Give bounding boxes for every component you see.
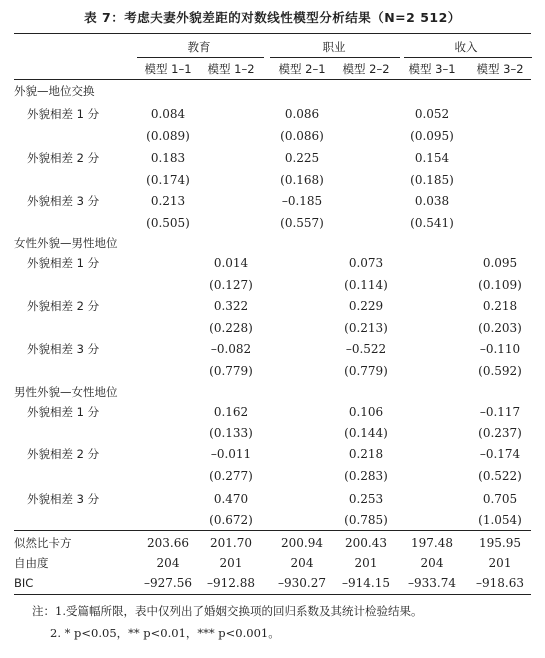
coef-value: –0.011: [210, 447, 252, 461]
se-value: (0.283): [344, 469, 388, 483]
coef-value: 0.218: [348, 447, 384, 461]
stat-label: 自由度: [14, 556, 49, 570]
coef-value: 0.052: [414, 107, 450, 121]
stat-value: 200.43: [345, 536, 387, 550]
section-label: 女性外貌—男性地位: [14, 236, 118, 250]
stat-value: –918.63: [476, 576, 524, 590]
se-value: (0.522): [478, 469, 522, 483]
coef-value: 0.162: [213, 405, 249, 419]
stat-value: 201: [488, 556, 512, 570]
model-header: 模型 1–2: [207, 62, 255, 76]
stat-value: –930.27: [278, 576, 326, 590]
se-value: (0.779): [209, 364, 253, 378]
coef-value: 0.705: [482, 492, 518, 506]
se-value: (0.672): [209, 513, 253, 527]
se-value: (0.237): [478, 426, 522, 440]
row-label: 外貌相差 2 分: [27, 151, 100, 165]
se-value: (0.174): [146, 173, 190, 187]
model-header: 模型 2–2: [342, 62, 390, 76]
header-rule: [14, 79, 531, 80]
coef-value: –0.522: [345, 342, 387, 356]
se-value: (0.228): [209, 321, 253, 335]
coef-value: –0.082: [210, 342, 252, 356]
coef-value: 0.229: [348, 299, 384, 313]
se-value: (0.779): [344, 364, 388, 378]
se-value: (1.054): [478, 513, 522, 527]
row-label: 外貌相差 3 分: [27, 492, 100, 506]
stat-value: 195.95: [479, 536, 521, 550]
coef-value: 0.014: [213, 256, 249, 270]
se-value: (0.095): [410, 129, 454, 143]
group-underline: [404, 57, 532, 58]
section-label: 外貌—地位交换: [14, 84, 95, 98]
model-header: 模型 3–1: [408, 62, 456, 76]
se-value: (0.144): [344, 426, 388, 440]
stat-value: –912.88: [207, 576, 255, 590]
row-label: 外貌相差 3 分: [27, 342, 100, 356]
coef-value: –0.110: [479, 342, 521, 356]
section-label: 男性外貌—女性地位: [14, 385, 118, 399]
stat-value: 204: [420, 556, 444, 570]
se-value: (0.785): [344, 513, 388, 527]
group-header: 职业: [322, 40, 346, 54]
row-label: 外貌相差 2 分: [27, 299, 100, 313]
coef-value: 0.073: [348, 256, 384, 270]
stat-label: 似然比卡方: [14, 536, 72, 550]
stat-value: 201: [354, 556, 378, 570]
coef-value: –0.117: [479, 405, 521, 419]
coef-value: 0.095: [482, 256, 518, 270]
se-value: (0.557): [280, 216, 324, 230]
group-header: 教育: [187, 40, 211, 54]
row-label: 外貌相差 3 分: [27, 194, 100, 208]
coef-value: 0.322: [213, 299, 249, 313]
stat-value: 201: [219, 556, 243, 570]
coef-value: 0.086: [284, 107, 320, 121]
coef-value: 0.183: [150, 151, 186, 165]
stat-value: 203.66: [147, 536, 189, 550]
se-value: (0.592): [478, 364, 522, 378]
coef-value: –0.185: [281, 194, 323, 208]
group-underline: [270, 57, 400, 58]
top-rule: [14, 33, 531, 34]
stat-label: BIC: [14, 576, 34, 590]
se-value: (0.185): [410, 173, 454, 187]
row-label: 外貌相差 1 分: [27, 256, 100, 270]
stat-value: 197.48: [411, 536, 453, 550]
se-value: (0.133): [209, 426, 253, 440]
stats-rule: [14, 530, 531, 531]
coef-value: 0.084: [150, 107, 186, 121]
model-header: 模型 2–1: [278, 62, 326, 76]
bottom-rule: [14, 594, 531, 595]
coef-value: 0.106: [348, 405, 384, 419]
group-underline: [137, 57, 264, 58]
stat-value: –914.15: [342, 576, 390, 590]
group-header: 收入: [454, 40, 478, 54]
table-title: 表 7：考虑夫妻外貌差距的对数线性模型分析结果（N=2 512）: [84, 10, 461, 25]
coef-value: 0.038: [414, 194, 450, 208]
se-value: (0.203): [478, 321, 522, 335]
coef-value: –0.174: [479, 447, 521, 461]
se-value: (0.127): [209, 278, 253, 292]
stat-value: 204: [290, 556, 314, 570]
stat-value: 201.70: [210, 536, 252, 550]
model-header: 模型 1–1: [144, 62, 192, 76]
coef-value: 0.154: [414, 151, 450, 165]
se-value: (0.541): [410, 216, 454, 230]
model-header: 模型 3–2: [476, 62, 524, 76]
se-value: (0.168): [280, 173, 324, 187]
coef-value: 0.213: [150, 194, 186, 208]
stat-value: 204: [156, 556, 180, 570]
se-value: (0.114): [344, 278, 388, 292]
stat-value: –933.74: [408, 576, 456, 590]
se-value: (0.089): [146, 129, 190, 143]
table-note: 2. * p<0.05，** p<0.01，*** p<0.001。: [50, 626, 280, 640]
coef-value: 0.225: [284, 151, 320, 165]
se-value: (0.086): [280, 129, 324, 143]
stat-value: –927.56: [144, 576, 192, 590]
se-value: (0.277): [209, 469, 253, 483]
coef-value: 0.253: [348, 492, 384, 506]
coef-value: 0.218: [482, 299, 518, 313]
coef-value: 0.470: [213, 492, 249, 506]
table-note: 注：1.受篇幅所限，表中仅列出了婚姻交换项的回归系数及其统计检验结果。: [32, 604, 423, 618]
se-value: (0.213): [344, 321, 388, 335]
row-label: 外貌相差 2 分: [27, 447, 100, 461]
stat-value: 200.94: [281, 536, 323, 550]
se-value: (0.505): [146, 216, 190, 230]
se-value: (0.109): [478, 278, 522, 292]
row-label: 外貌相差 1 分: [27, 405, 100, 419]
row-label: 外貌相差 1 分: [27, 107, 100, 121]
